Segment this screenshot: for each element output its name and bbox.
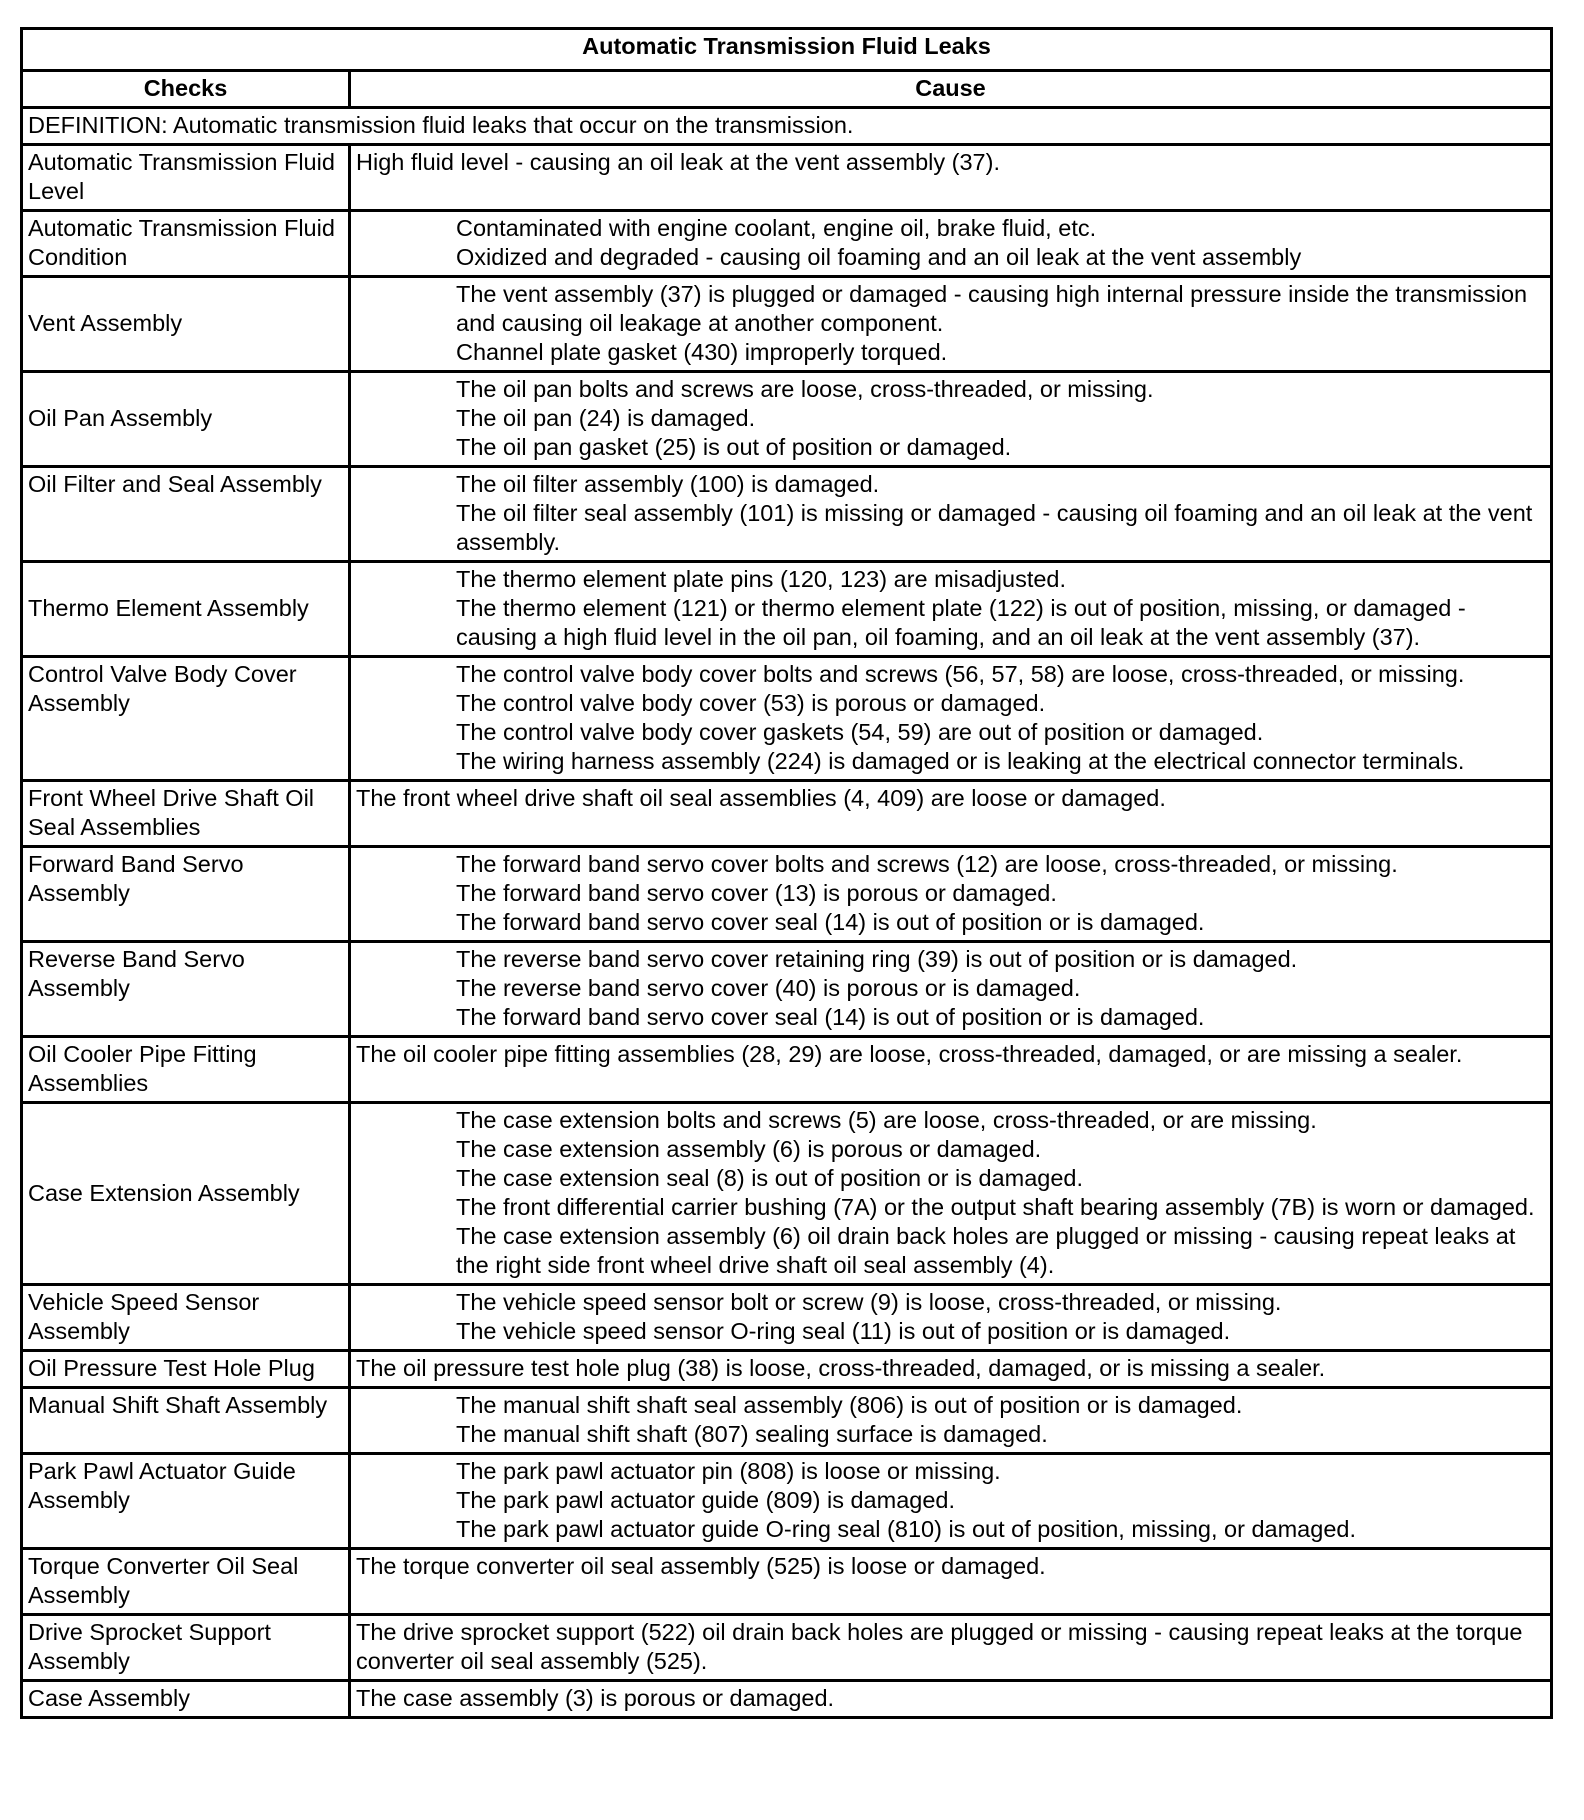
cause-line: The forward band servo cover seal (14) is out of position or is damaged. xyxy=(456,1004,1205,1030)
cause-list xyxy=(356,1040,1545,1069)
cause-list xyxy=(356,1684,1545,1713)
cause-line: The case extension bolts and screws (5) are loose, cross-threaded, or are missing. xyxy=(456,1107,1317,1133)
check-cell: Vent Assembly xyxy=(22,277,350,372)
cause-cell xyxy=(350,1285,1552,1351)
cause-line: The oil filter assembly (100) is damaged. xyxy=(456,471,880,497)
table-row xyxy=(22,1351,1552,1388)
table-row xyxy=(22,1454,1552,1549)
check-cell: Automatic Transmission Fluid Level xyxy=(22,145,350,211)
check-cell: Manual Shift Shaft Assembly xyxy=(22,1388,350,1454)
check-cell: Case Extension Assembly xyxy=(22,1103,350,1285)
cause-cell xyxy=(350,1615,1552,1681)
cause-list xyxy=(356,1391,1545,1449)
definition-text: DEFINITION: Automatic transmission fluid leaks that occur on the transmission. xyxy=(22,108,1552,145)
cause-cell xyxy=(350,847,1552,942)
cause-line: The front differential carrier bushing (7A) or the output shaft bearing assembly (7B) is worn or damaged. xyxy=(456,1194,1535,1220)
cause-line: The reverse band servo cover retaining ring (39) is out of position or is damaged. xyxy=(456,946,1298,972)
cause-list xyxy=(356,1106,1545,1280)
cause-line: The front wheel drive shaft oil seal assemblies (4, 409) are loose or damaged. xyxy=(356,785,1166,811)
table-body xyxy=(22,108,1552,1718)
cause-line: The torque converter oil seal assembly (525) is loose or damaged. xyxy=(356,1553,1046,1579)
table-row xyxy=(22,1549,1552,1615)
cause-cell xyxy=(350,1351,1552,1388)
header-row xyxy=(22,71,1552,108)
cause-line: The case extension assembly (6) oil drain back holes are plugged or missing - causing repeat leaks at the right side front wheel drive shaft oil seal assembly (4). xyxy=(456,1223,1516,1278)
check-cell: Forward Band Servo Assembly xyxy=(22,847,350,942)
cause-list xyxy=(356,1354,1545,1383)
cause-cell xyxy=(350,467,1552,562)
cause-line: The case assembly (3) is porous or damaged. xyxy=(356,1685,835,1711)
cause-line: The vent assembly (37) is plugged or damaged - causing high internal pressure inside the transmission and causing oil leakage at another component. xyxy=(456,281,1528,336)
cause-list xyxy=(356,280,1545,367)
cause-line: Contaminated with engine coolant, engine oil, brake fluid, etc. xyxy=(456,215,1097,241)
cause-cell xyxy=(350,145,1552,211)
check-cell: Oil Pan Assembly xyxy=(22,372,350,467)
table-row xyxy=(22,145,1552,211)
cause-line: The manual shift shaft (807) sealing surface is damaged. xyxy=(456,1421,1048,1447)
check-cell: Automatic Transmission Fluid Condition xyxy=(22,211,350,277)
cause-line: The control valve body cover (53) is porous or damaged. xyxy=(456,690,1046,716)
cause-line: Channel plate gasket (430) improperly torqued. xyxy=(456,339,948,365)
cause-line: The control valve body cover gaskets (54, 59) are out of position or damaged. xyxy=(456,719,1264,745)
check-cell: Park Pawl Actuator Guide Assembly xyxy=(22,1454,350,1549)
cause-cell xyxy=(350,211,1552,277)
cause-line: The oil pan (24) is damaged. xyxy=(456,405,756,431)
cause-cell xyxy=(350,657,1552,781)
cause-list xyxy=(356,945,1545,1032)
cause-list xyxy=(356,784,1545,813)
cause-list xyxy=(356,1288,1545,1346)
cause-line: The oil pressure test hole plug (38) is loose, cross-threaded, damaged, or is missing a sealer. xyxy=(356,1355,1326,1381)
cause-cell xyxy=(350,942,1552,1037)
check-cell: Control Valve Body Cover Assembly xyxy=(22,657,350,781)
cause-line: The forward band servo cover (13) is porous or damaged. xyxy=(456,880,1057,906)
cause-line: High fluid level - causing an oil leak at the vent assembly (37). xyxy=(356,149,1000,175)
cause-list xyxy=(356,660,1545,776)
table-row xyxy=(22,1615,1552,1681)
table-row xyxy=(22,211,1552,277)
cause-cell xyxy=(350,781,1552,847)
check-cell: Vehicle Speed Sensor Assembly xyxy=(22,1285,350,1351)
cause-cell xyxy=(350,372,1552,467)
cause-line: The oil filter seal assembly (101) is missing or damaged - causing oil foaming and an oil leak at the vent assembly. xyxy=(456,500,1533,555)
table-row xyxy=(22,277,1552,372)
table-title: Automatic Transmission Fluid Leaks xyxy=(22,29,1552,71)
cause-list xyxy=(356,1552,1545,1581)
cause-line: The thermo element (121) or thermo element plate (122) is out of position, missing, or damaged - causing a high fluid level in the oil pan, oil foaming, and an oil leak at the vent assembly (37). xyxy=(456,595,1466,650)
cause-line: The park pawl actuator guide O-ring seal (810) is out of position, missing, or damaged. xyxy=(456,1516,1356,1542)
cause-cell xyxy=(350,1037,1552,1103)
cause-line: The forward band servo cover seal (14) is out of position or is damaged. xyxy=(456,909,1205,935)
check-cell: Drive Sprocket Support Assembly xyxy=(22,1615,350,1681)
table-row xyxy=(22,562,1552,657)
table-row xyxy=(22,781,1552,847)
cause-cell xyxy=(350,1103,1552,1285)
cause-line: The park pawl actuator pin (808) is loose or missing. xyxy=(456,1458,1001,1484)
cause-line: The thermo element plate pins (120, 123) are misadjusted. xyxy=(456,566,1067,592)
cause-line: The manual shift shaft seal assembly (806) is out of position or is damaged. xyxy=(456,1392,1243,1418)
table-row xyxy=(22,467,1552,562)
cause-line: The oil cooler pipe fitting assemblies (28, 29) are loose, cross-threaded, damaged, or are missing a sealer. xyxy=(356,1041,1463,1067)
cause-line: The case extension assembly (6) is porous or damaged. xyxy=(456,1136,1042,1162)
header-cause: Cause xyxy=(350,71,1552,108)
cause-line: The park pawl actuator guide (809) is damaged. xyxy=(456,1487,956,1513)
check-cell: Front Wheel Drive Shaft Oil Seal Assemblies xyxy=(22,781,350,847)
check-cell: Reverse Band Servo Assembly xyxy=(22,942,350,1037)
cause-list xyxy=(356,214,1545,272)
cause-line: The oil pan bolts and screws are loose, cross-threaded, or missing. xyxy=(456,376,1154,402)
cause-line: Oxidized and degraded - causing oil foaming and an oil leak at the vent assembly xyxy=(456,244,1302,270)
table-row xyxy=(22,657,1552,781)
table-row xyxy=(22,1103,1552,1285)
title-row xyxy=(22,29,1552,71)
cause-cell xyxy=(350,277,1552,372)
cause-cell xyxy=(350,1388,1552,1454)
cause-line: The vehicle speed sensor O-ring seal (11) is out of position or is damaged. xyxy=(456,1318,1231,1344)
cause-line: The vehicle speed sensor bolt or screw (9) is loose, cross-threaded, or missing. xyxy=(456,1289,1282,1315)
check-cell: Torque Converter Oil Seal Assembly xyxy=(22,1549,350,1615)
cause-line: The reverse band servo cover (40) is porous or is damaged. xyxy=(456,975,1081,1001)
table-row xyxy=(22,1388,1552,1454)
cause-list xyxy=(356,565,1545,652)
table-row xyxy=(22,942,1552,1037)
cause-line: The forward band servo cover bolts and screws (12) are loose, cross-threaded, or missing. xyxy=(456,851,1398,877)
table-row xyxy=(22,372,1552,467)
check-cell: Oil Pressure Test Hole Plug xyxy=(22,1351,350,1388)
cause-line: The control valve body cover bolts and screws (56, 57, 58) are loose, cross-threaded, or missing. xyxy=(456,661,1465,687)
cause-list xyxy=(356,375,1545,462)
header-checks: Checks xyxy=(22,71,350,108)
definition-row xyxy=(22,108,1552,145)
check-cell: Case Assembly xyxy=(22,1681,350,1718)
cause-cell xyxy=(350,562,1552,657)
cause-list xyxy=(356,1618,1545,1676)
check-cell: Oil Cooler Pipe Fitting Assemblies xyxy=(22,1037,350,1103)
table-row xyxy=(22,1285,1552,1351)
cause-line: The case extension seal (8) is out of position or is damaged. xyxy=(456,1165,1084,1191)
check-cell: Oil Filter and Seal Assembly xyxy=(22,467,350,562)
cause-cell xyxy=(350,1681,1552,1718)
cause-list xyxy=(356,470,1545,557)
table-row xyxy=(22,1037,1552,1103)
cause-line: The drive sprocket support (522) oil drain back holes are plugged or missing - causing repeat leaks at the torque converter oil seal assembly (525). xyxy=(356,1619,1523,1674)
fluid-leaks-table xyxy=(20,27,1553,1719)
check-cell: Thermo Element Assembly xyxy=(22,562,350,657)
table-row xyxy=(22,847,1552,942)
table-row xyxy=(22,1681,1552,1718)
cause-cell xyxy=(350,1454,1552,1549)
cause-line: The oil pan gasket (25) is out of position or damaged. xyxy=(456,434,1012,460)
cause-list xyxy=(356,850,1545,937)
cause-line: The wiring harness assembly (224) is damaged or is leaking at the electrical connector terminals. xyxy=(456,748,1465,774)
fluid-leaks-sheet xyxy=(20,27,1550,1719)
cause-cell xyxy=(350,1549,1552,1615)
cause-list xyxy=(356,148,1545,177)
cause-list xyxy=(356,1457,1545,1544)
